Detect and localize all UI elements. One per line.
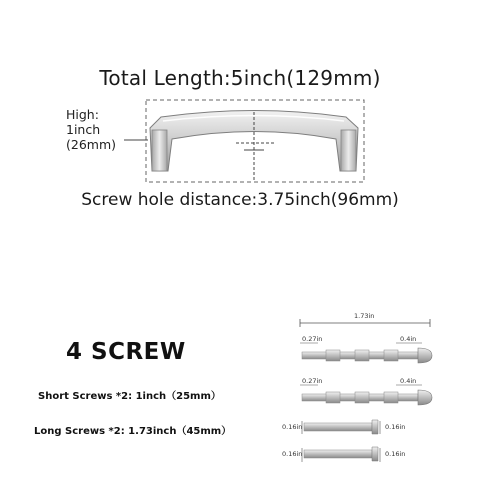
long-screw-2	[302, 447, 380, 462]
screw-count-title: 4 SCREW	[66, 339, 186, 365]
long-screw-1-right-dim: 0.16in	[385, 423, 406, 431]
long-screw-1	[302, 420, 380, 434]
short-screw-2	[300, 385, 432, 405]
height-label-line-2: 1inch	[66, 122, 101, 137]
height-label-line-1: High:	[66, 107, 99, 122]
screw-hole-distance-label: Screw hole distance:3.75inch(96mm)	[81, 190, 399, 210]
height-label-line-3: (26mm)	[66, 137, 117, 152]
long-screw-2-right-dim: 0.16in	[385, 450, 406, 458]
overall-dimension-label: 1.73in	[354, 312, 375, 320]
handle-left-leg	[152, 130, 167, 171]
handle-right-leg	[341, 130, 356, 171]
long-screw-1-left-dim: 0.16in	[282, 423, 303, 431]
short-screw-2-left-dim: 0.27in	[302, 377, 323, 385]
total-length-label: Total Length:5inch(129mm)	[99, 66, 381, 90]
short-screw-1	[300, 343, 432, 363]
short-screw-2-right-dim: 0.4in	[400, 377, 417, 385]
long-screws-spec: Long Screws *2: 1.73inch（45mm）	[34, 426, 232, 437]
long-screw-2-left-dim: 0.16in	[282, 450, 303, 458]
short-screw-1-left-dim: 0.27in	[302, 335, 323, 343]
short-screws-spec: Short Screws *2: 1inch（25mm）	[38, 391, 221, 402]
short-screw-1-right-dim: 0.4in	[400, 335, 417, 343]
